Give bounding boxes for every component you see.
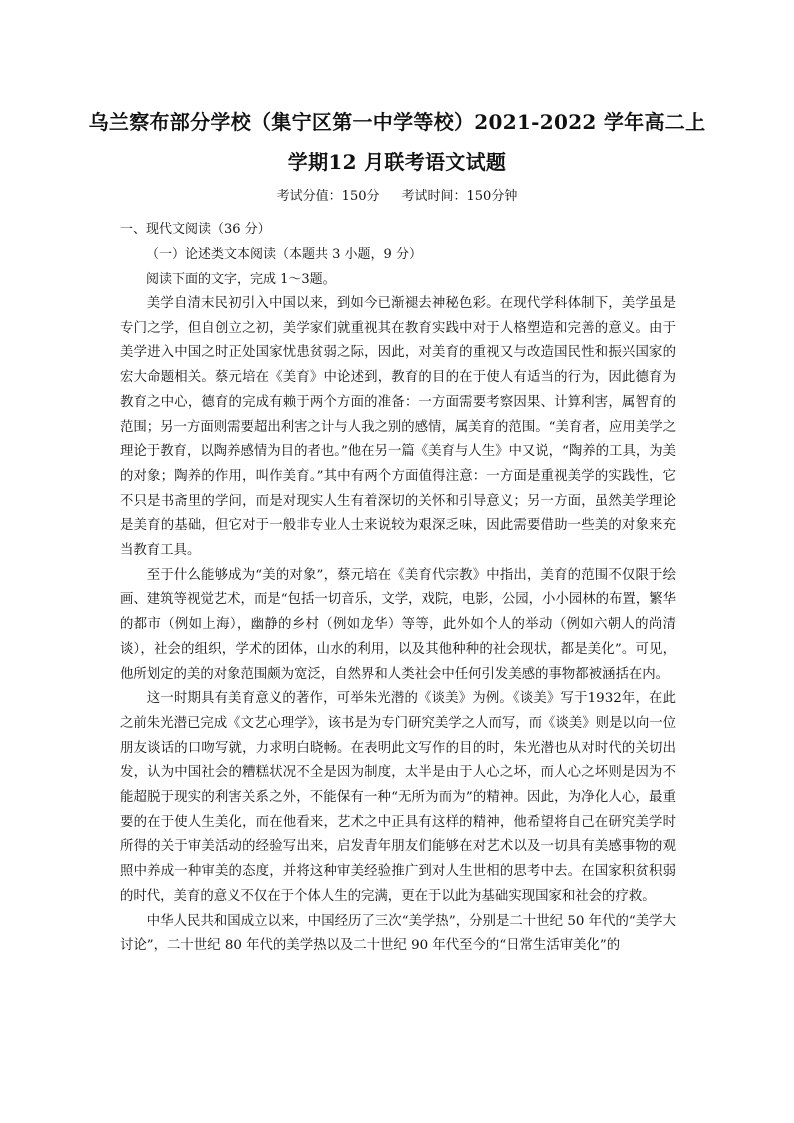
passage-paragraph-2: 至于什么能够成为“美的对象”，蔡元培在《美育代宗教》中指出，美育的范围不仅限于绘画、建筑等视觉艺术，而是“包括一切音乐，文学，戏院，电影，公园，小小园林的布置，繁华的都市（例如上海），幽静的乡村（例如龙华）等等，此外如个人的举动（例如六朝人的尚清谈），社会的组织，学术的团体，山水的利用，以及其他种种的社会现状，都是美化”。可见，他所划定的美的对象范围颇为宽泛，自然界和人类社会中任何引发美感的事物都被涵括在内。 [120, 567, 676, 682]
reading-instruction: 阅读下面的文字，完成 1～3题。 [146, 272, 336, 287]
exam-score: 考试分值：150分 [276, 189, 380, 204]
passage-paragraph-3: 这一时期具有美育意义的著作，可举朱光潜的《谈美》为例。《谈美》写于1932年，在此之前朱光潜已完成《文艺心理学》，该书是为专门研究美学之人而写，而《谈美》则是以向一位朋友谈话的口吻写就，力求明白晓畅。在表明此文写作的目的时，朱光潜也从对时代的关切出发，认为中国社会的糟糕状况不全是因为制度，太半是由于人心之坏，而人心之坏则是因为不能超脱于现实的利害关系之外，不能保有一种“无所为而为”的精神。因此，为净化人心，最重要的在于使人生美化，而在他看来，艺术之中正具有这样的精神，他希望将自己在研究美学时所得的关于审美活动的经验写出来，启发青年朋友们能够在对艺术以及一切具有美感事物的观照中养成一种审美的态度，并将这种审美经验推广到对人生世相的思考中去。在国家积贫积弱的时代，美育的意义不仅在于个体人生的完满，更在于以此为基础实现国家和社会的疗救。 [120, 691, 676, 904]
passage-paragraph-1: 美学自清末民初引入中国以来，到如今已渐褪去神秘色彩。在现代学科体制下，美学虽是专门之学，但自创立之初，美学家们就重视其在教育实践中对于人格塑造和完善的意义。由于美学进入中国之时正处国家忧患贫弱之际，因此，对美育的重视又与改造国民性和振兴国家的宏大命题相关。蔡元培在《美育》中论述到，教育的目的在于使人有适当的行为，因此德育为教育之中心，德育的完成有赖于两个方面的准备：一方面需要考察因果、计算利害，属智育的范围；另一方面则需要超出利害之计与人我之别的感情，属美育的范围。“美育者，应用美学之理论于教育，以陶养感情为目的者也。”他在另一篇《美育与人生》中又说，“陶养的工具，为美的对象；陶养的作用，叫作美育。”其中有两个方面值得注意：一方面是重视美学的实践性，它不只是书斋里的学问，而是对现实人生有着深切的关怀和引导意义；另一方面，虽然美学理论是美育的基础，但它对于一般非专业人士来说较为艰深乏味，因此需要借助一些美的对象来充当教育工具。 [120, 296, 677, 559]
exam-title-line1: 乌兰察布部分学校（集宁区第一中学等校）2021-2022 学年高二上 [88, 110, 706, 134]
section-heading: 一、现代文阅读（36 分） [120, 222, 271, 237]
passage-paragraph-4: 中华人民共和国成立以来，中国经历了三次“美学热”，分别是二十世纪 50 年代的“美学大讨论”，二十世纪 80 年代的美学热以及二十世纪 90 年代至今的“日常生活审美化”的 [120, 913, 676, 954]
exam-time: 考试时间：150分钟 [401, 189, 518, 204]
exam-title-line2: 学期12 月联考语文试题 [287, 150, 507, 174]
passage-body [120, 292, 676, 959]
exam-meta [60, 185, 734, 204]
subsection-heading: （一）论述类文本阅读（本题共 3 小题，9 分） [146, 247, 422, 262]
